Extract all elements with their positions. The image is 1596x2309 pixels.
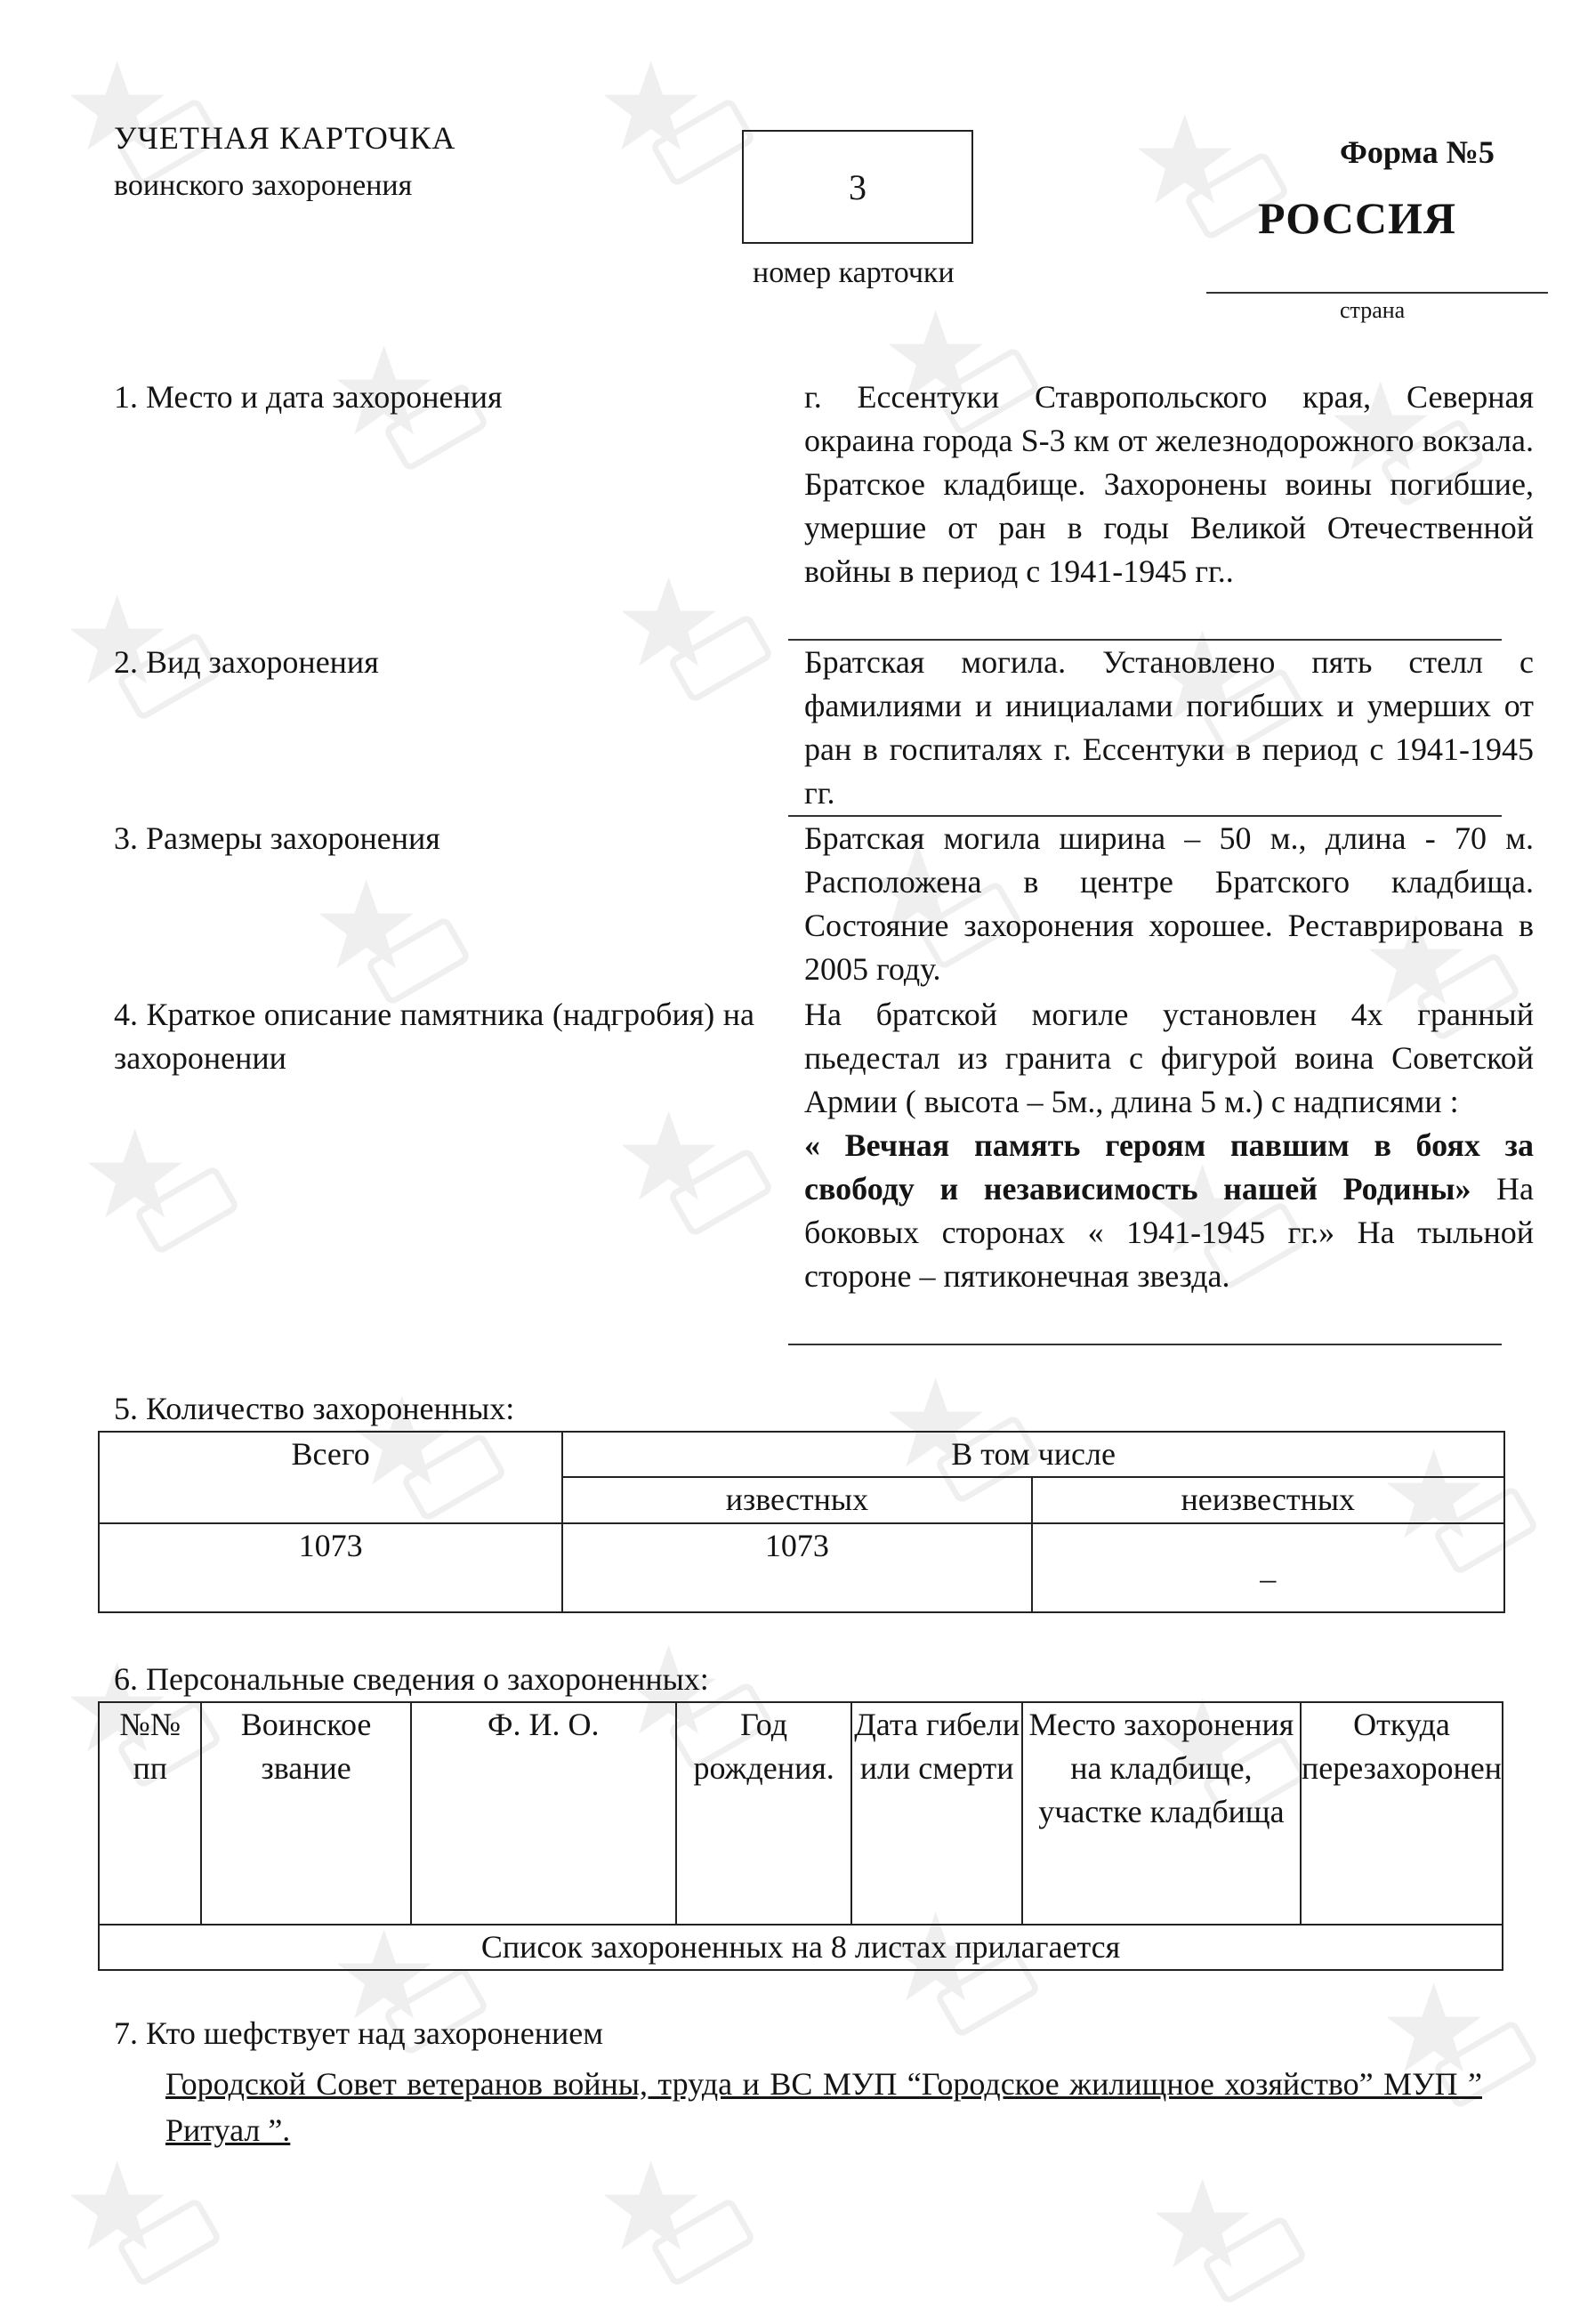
section-4-underline (788, 1344, 1502, 1345)
section-4-value (804, 993, 1534, 1298)
column-rank: Воинское звание (201, 1702, 410, 1925)
section-1-label: 1. Место и дата захоронения (114, 379, 503, 415)
column-name: Ф. И. О. (411, 1702, 676, 1925)
country-caption: страна (1340, 297, 1406, 323)
star-watermark-icon (71, 2153, 222, 2287)
form-label: Форма №5 (1340, 134, 1495, 170)
known-header: известных (562, 1477, 1031, 1523)
section-6-label: 6. Персональные сведения о захороненных: (114, 1661, 709, 1697)
personal-info-table (98, 1701, 1503, 1971)
burial-count-table (98, 1431, 1505, 1613)
section-2-label: 2. Вид захоронения (114, 644, 379, 680)
list-note: Список захороненных на 8 листах прилагается (99, 1925, 1503, 1970)
star-watermark-icon (605, 53, 756, 187)
card-title: УЧЕТНАЯ КАРТОЧКА (114, 120, 456, 156)
section-4-label: 4. Краткое описание памятника (надгробия) на захоронении (114, 997, 754, 1076)
section-5-label: 5. Количество захороненных: (114, 1391, 515, 1426)
section-7-value: Городской Совет ветеранов войны, труда и ВС МУП “Городское жилищное хозяйство” МУП ” Ритуал ”. (165, 2066, 1482, 2148)
section-7-label: 7. Кто шефствует над захоронением (114, 2015, 604, 2051)
section-3-label: 3. Размеры захоронения (114, 820, 440, 856)
country: РОССИЯ (1258, 193, 1456, 243)
total-value: 1073 (99, 1523, 562, 1612)
known-value: 1073 (562, 1523, 1031, 1612)
column-burial-place: Место захоронения на кладбище, участке кладбища (1022, 1702, 1301, 1925)
unknown-value: _ (1032, 1523, 1504, 1612)
column-number: №№ пп (99, 1702, 201, 1925)
unknown-header: неизвестных (1032, 1477, 1504, 1523)
star-watermark-icon (1157, 2171, 1308, 2305)
card-number-caption: номер карточки (753, 256, 955, 289)
card-number-box (742, 130, 973, 244)
section-4-text-after: На боковых сторонах « 1941-1945 гг.» На тыльной стороне – пятиконечная звезда. (804, 1171, 1535, 1294)
section-4-inscription: « Вечная память героям павшим в боях за свободу и независимость нашей Родины» (804, 1127, 1534, 1207)
section-4-text: На братской могиле установлен 4х гранный пьедестал из гранита с фигурой воина Советской Армии ( высота – 5м., длина 5 м.) с надписями : (804, 997, 1534, 1119)
card-number: 3 (849, 166, 867, 207)
including-header: В том числе (562, 1432, 1504, 1477)
section-1-value: г. Ессентуки Ставропольского края, Северная окраина города S-3 км от железнодорожного вокзала. Братское кладбище. Захоронены воины погибшие, умершие от ран в годы Великой Отечественной войны в период с 1941-1945 гг.. (804, 379, 1534, 589)
star-watermark-icon (89, 1121, 240, 1255)
section-2-value: Братская могила. Установлено пять стелл с фамилиями и инициалами погибших и умерших от ран в госпиталях г. Ессентуки в период с 1941-1945 гг. (804, 644, 1534, 811)
star-watermark-icon (320, 872, 472, 1005)
star-watermark-icon (623, 1103, 774, 1237)
column-birth-year: Год рождения. (676, 1702, 852, 1925)
section-3-value: Братская могила ширина – 50 м., длина - 70 м. Расположена в центре Братского кладбища. Состояние захоронения хорошее. Реставрирована в 2005 году. (804, 820, 1534, 987)
total-header: Всего (99, 1432, 562, 1523)
column-reburied-from: Откуда перезахоронен (1301, 1702, 1503, 1925)
column-death-date: Дата гибели или смерти (851, 1702, 1021, 1925)
country-underline (1206, 292, 1548, 294)
card-subtitle: воинского захоронения (114, 169, 413, 202)
star-watermark-icon (605, 2153, 756, 2287)
